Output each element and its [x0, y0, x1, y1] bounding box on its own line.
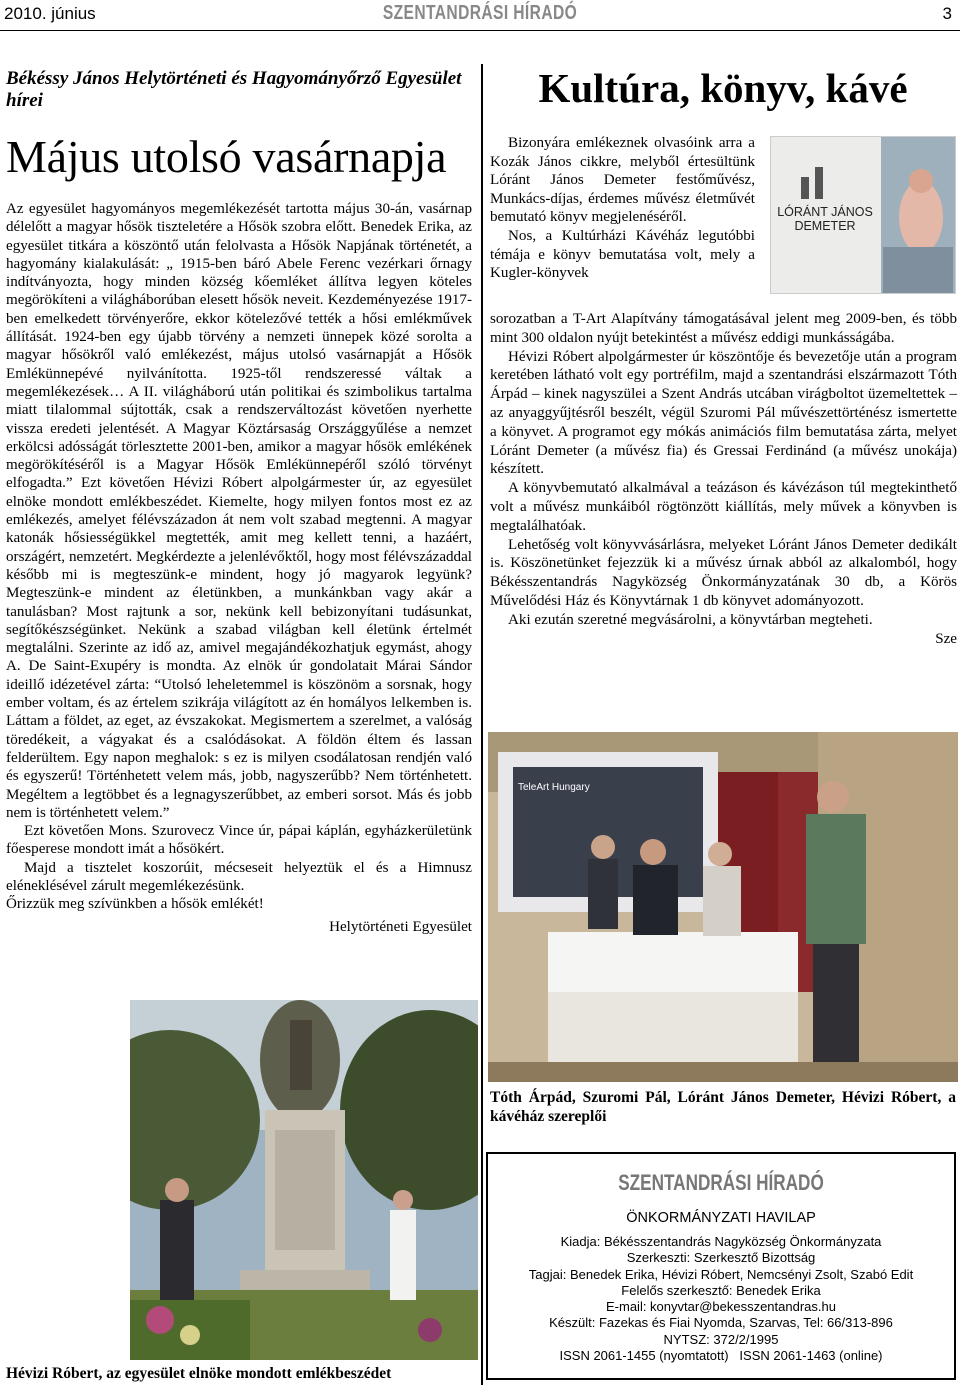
book-cover-image [770, 136, 956, 294]
monument-photo [130, 1000, 478, 1360]
paragraph: Nos, a Kultúrházi Kávéház legutóbbi témája e könyv bemutatása volt, mely a Kugler-könyvek [490, 227, 755, 282]
paragraph: Hévizi Róbert alpolgármester úr köszöntője és bevezetője után a program keretében látható volt egy portréfilm, majd a szentandrási elszármazott Tóth Árpád – kinek nagyszülei a Szent András utcában virágboltot üzemeltettek – az anyaggyűjtésről beszélt, végül Szuromi Pál művészettörténész ismertette a könyvet. A programot egy mókás animációs film bemutatása zárta, melyet Lóránt Demeter (a művész fia) és Gressai Ferdinánd (a művész unokája) készített. [490, 348, 957, 478]
masthead-line: Tagjai: Benedek Erika, Hévizi Róbert, Nemcsényi Zsolt, Szabó Edit [528, 1266, 914, 1282]
right-article-title: Kultúra, könyv, kávé [538, 65, 908, 111]
issue-date: 2010. június [4, 4, 96, 23]
article-title: Május utolsó vasárnapja [6, 131, 447, 182]
paragraph: Az egyesület hagyományos megemlékezését tartotta május 30-án, vasárnap délelőtt a magyar hősök tiszteletére a Hősök szobra előtt. Benedek Erika, az egyesület titkára a köszöntő után felolvasta a Hősök Napjának történetét, a hagyomány kialakulását: „ 1915-ben báró Abele Ferenc vezérkari őrnagy indítványozta, hogy minden község kőemléket állítva legyen köteles megörökíteni a világháborúban elesett hősök neveit. Kezdeményezése 1917-ben emelkedett törvényerőre, ekkor kötelezővé tették a hősi emlékművek állítását. 1924-ben egy újabb törvény a nemzeti ünnepek közé sorolta a magyar hősökről való emlékezést, május utolsó vasárnapját a Hősök Emlékünnepévé nyilvánította. 1925-től rendszeressé váltak a megemlékezések… A II. világháború után politikai és szimbolikus tartalma miatt tilalommal sújtották, csak a rendszerváltozást követően nyerhette vissza eredeti jelentését. A Magyar Köztársaság Országgyűlése a nemzet erkölcsi adósságát törlesztette 2001-ben, amikor a magyar hősök emlékének megörökítéséről is a Magyar Hősök Emlékünnepéről szóló törvényt elfogadta.” Ezt követően Hévizi Róbert alpolgármester úr, az egyesület elnöke mondott emlékbeszédet. Kiemelte, hogy milyen fontos most ez az emlékezés, amelyet félévszázadon át nem volt szabad megtenni. A magyar katonák hősiességükkel megtették, amit meg kellett tenni, a hazáért, országért, nemzetért. Megkérdezte a jelenlévőktől, hogy most félévszázaddal később mi is megteszünk-e mindent, hogy jó magyarok legyünk? Megteszünk-e mindent az életünkben, a munkánkban vagy akár a tanulásban? Most rajtunk a sor, nekünk kell bebizonyítani tudásunkat, segítőkészségünket. Nekünk a szabad világban kell életünk értelmét megtalálni. Szerinte az idő az, amivel megajándékozhatjuk egymást, ahogy A. De Saint-Exupéry is mondta. Az elnök úr gondolatait Márai Sándor ideillő idézetével zárta: “Utolsó leheletemmel is köszönöm a sorsnak, hogy ember voltam, és az értelem szikrája világított az én homályos lelkemben is. Láttam a földet, az eget, az évszakokat. Megismertem a szerelmet, a valóság töredékeit, a vágyakat és a csalódásokat. A földön éltem és lassan felderültem. Egy napon meghalok: s ez is milyen csodálatosan rendjén való és egyszerű! Történhetett velem más, jobb, nagyszerűbb? Nem történhetett. Megéltem a legtöbbet és a legnagyszerűbbet, az emberi sorsot. Más és jobb nem is történhetett velem.” [6, 201, 472, 821]
paragraph: sorozatban a T-Art Alapítvány támogatásával jelent meg 2009-ben, és több mint 300 oldalon nyújt betekintést a művész eddigi munkásságába. [490, 311, 957, 346]
left-article-body [6, 200, 472, 936]
monument-photo-caption: Hévizi Róbert, az egyesület elnöke mondott emlékbeszédet [6, 1365, 392, 1382]
paragraph: Őrizzük meg szívünkben a hősök emlékét! [6, 896, 264, 913]
article-signature: Sze [935, 630, 957, 647]
paragraph: Bizonyára emlékeznek olvasóink arra a Kozák János cikkre, melyből értesültünk Lóránt János Demeter festőművész, Munkács-díjas, érdemes művész életművét bemutató könyv megjelenéséről. [490, 135, 755, 226]
paragraph: Aki ezután szeretné megvásárolni, a könyvtárban megteheti. [508, 611, 873, 628]
masthead-line: ISSN 2061-1455 (nyomtatott) ISSN 2061-1463 (online) [559, 1348, 883, 1364]
masthead-line: Készült: Fazekas és Fiai Nyomda, Szarvas, Tel: 66/313-896 [549, 1315, 893, 1331]
header-rule [0, 30, 960, 31]
screen-text: TeleArt Hungary [518, 782, 590, 793]
masthead-line: Kiadja: Békésszentandrás Nagyközség Önkormányzata [560, 1234, 882, 1249]
paragraph: Lehetőség volt könyvvásárlásra, melyeket Lóránt János Demeter dedikált is. Köszönetünket fejezzük ki a művész úrnak abból az alkalomból, hogy Békésszentandrás Nagyközség Önkormányzatának 30 db, a Körös Művelődési Ház és Könyvtárnak 1 db könyvet adományozott. [490, 536, 957, 609]
masthead-logo: SZENTANDRÁSI HÍRADÓ [618, 1170, 824, 1195]
masthead-email[interactable]: E-mail: konyvtar@bekesszentandras.hu [606, 1299, 836, 1315]
masthead-line: Szerkeszti: Szerkesztő Bizottság [626, 1250, 816, 1266]
right-article-intro [490, 134, 755, 283]
page-number: 3 [942, 4, 952, 23]
cafe-event-photo [488, 732, 958, 1082]
masthead-line: Felelős szerkesztő: Benedek Erika [621, 1282, 821, 1298]
article-signature: Helytörténeti Egyesület [329, 918, 472, 935]
paragraph: Majd a tisztelet koszorúit, mécseseit helyeztük el és a Himnusz eléneklésével zárult megemlékezésünk. [6, 859, 472, 894]
paragraph: A könyvbemutató alkalmával a teázáson és kávézáson túl megtekinthető volt a művész munkáiból rögtönzött kiállítás, mely művek a könyvben is megtalálhatóak. [490, 480, 957, 534]
book-cover-title: LÓRÁNT JÁNOS DEMETER [777, 205, 873, 233]
column-divider [481, 64, 483, 1385]
masthead-line: NYTSZ: 372/2/1995 [663, 1331, 779, 1347]
masthead-title: ÖNKORMÁNYZATI HAVILAP [626, 1210, 816, 1226]
masthead-box [486, 1152, 956, 1380]
cafe-photo-caption: Tóth Árpád, Szuromi Pál, Lóránt János Demeter, Hévizi Róbert, a kávéház szereplői [490, 1089, 956, 1125]
right-article-body [490, 310, 957, 648]
paragraph: Ezt követően Mons. Szurovecz Vince úr, pápai káplán, egyházkerületünk főesperese mondott imát a hősökért. [6, 823, 472, 858]
paper-name: SZENTANDRÁSI HÍRADÓ [382, 2, 578, 24]
club-title: Békéssy János Helytörténeti és Hagyományőrző Egyesület hírei [6, 68, 462, 111]
